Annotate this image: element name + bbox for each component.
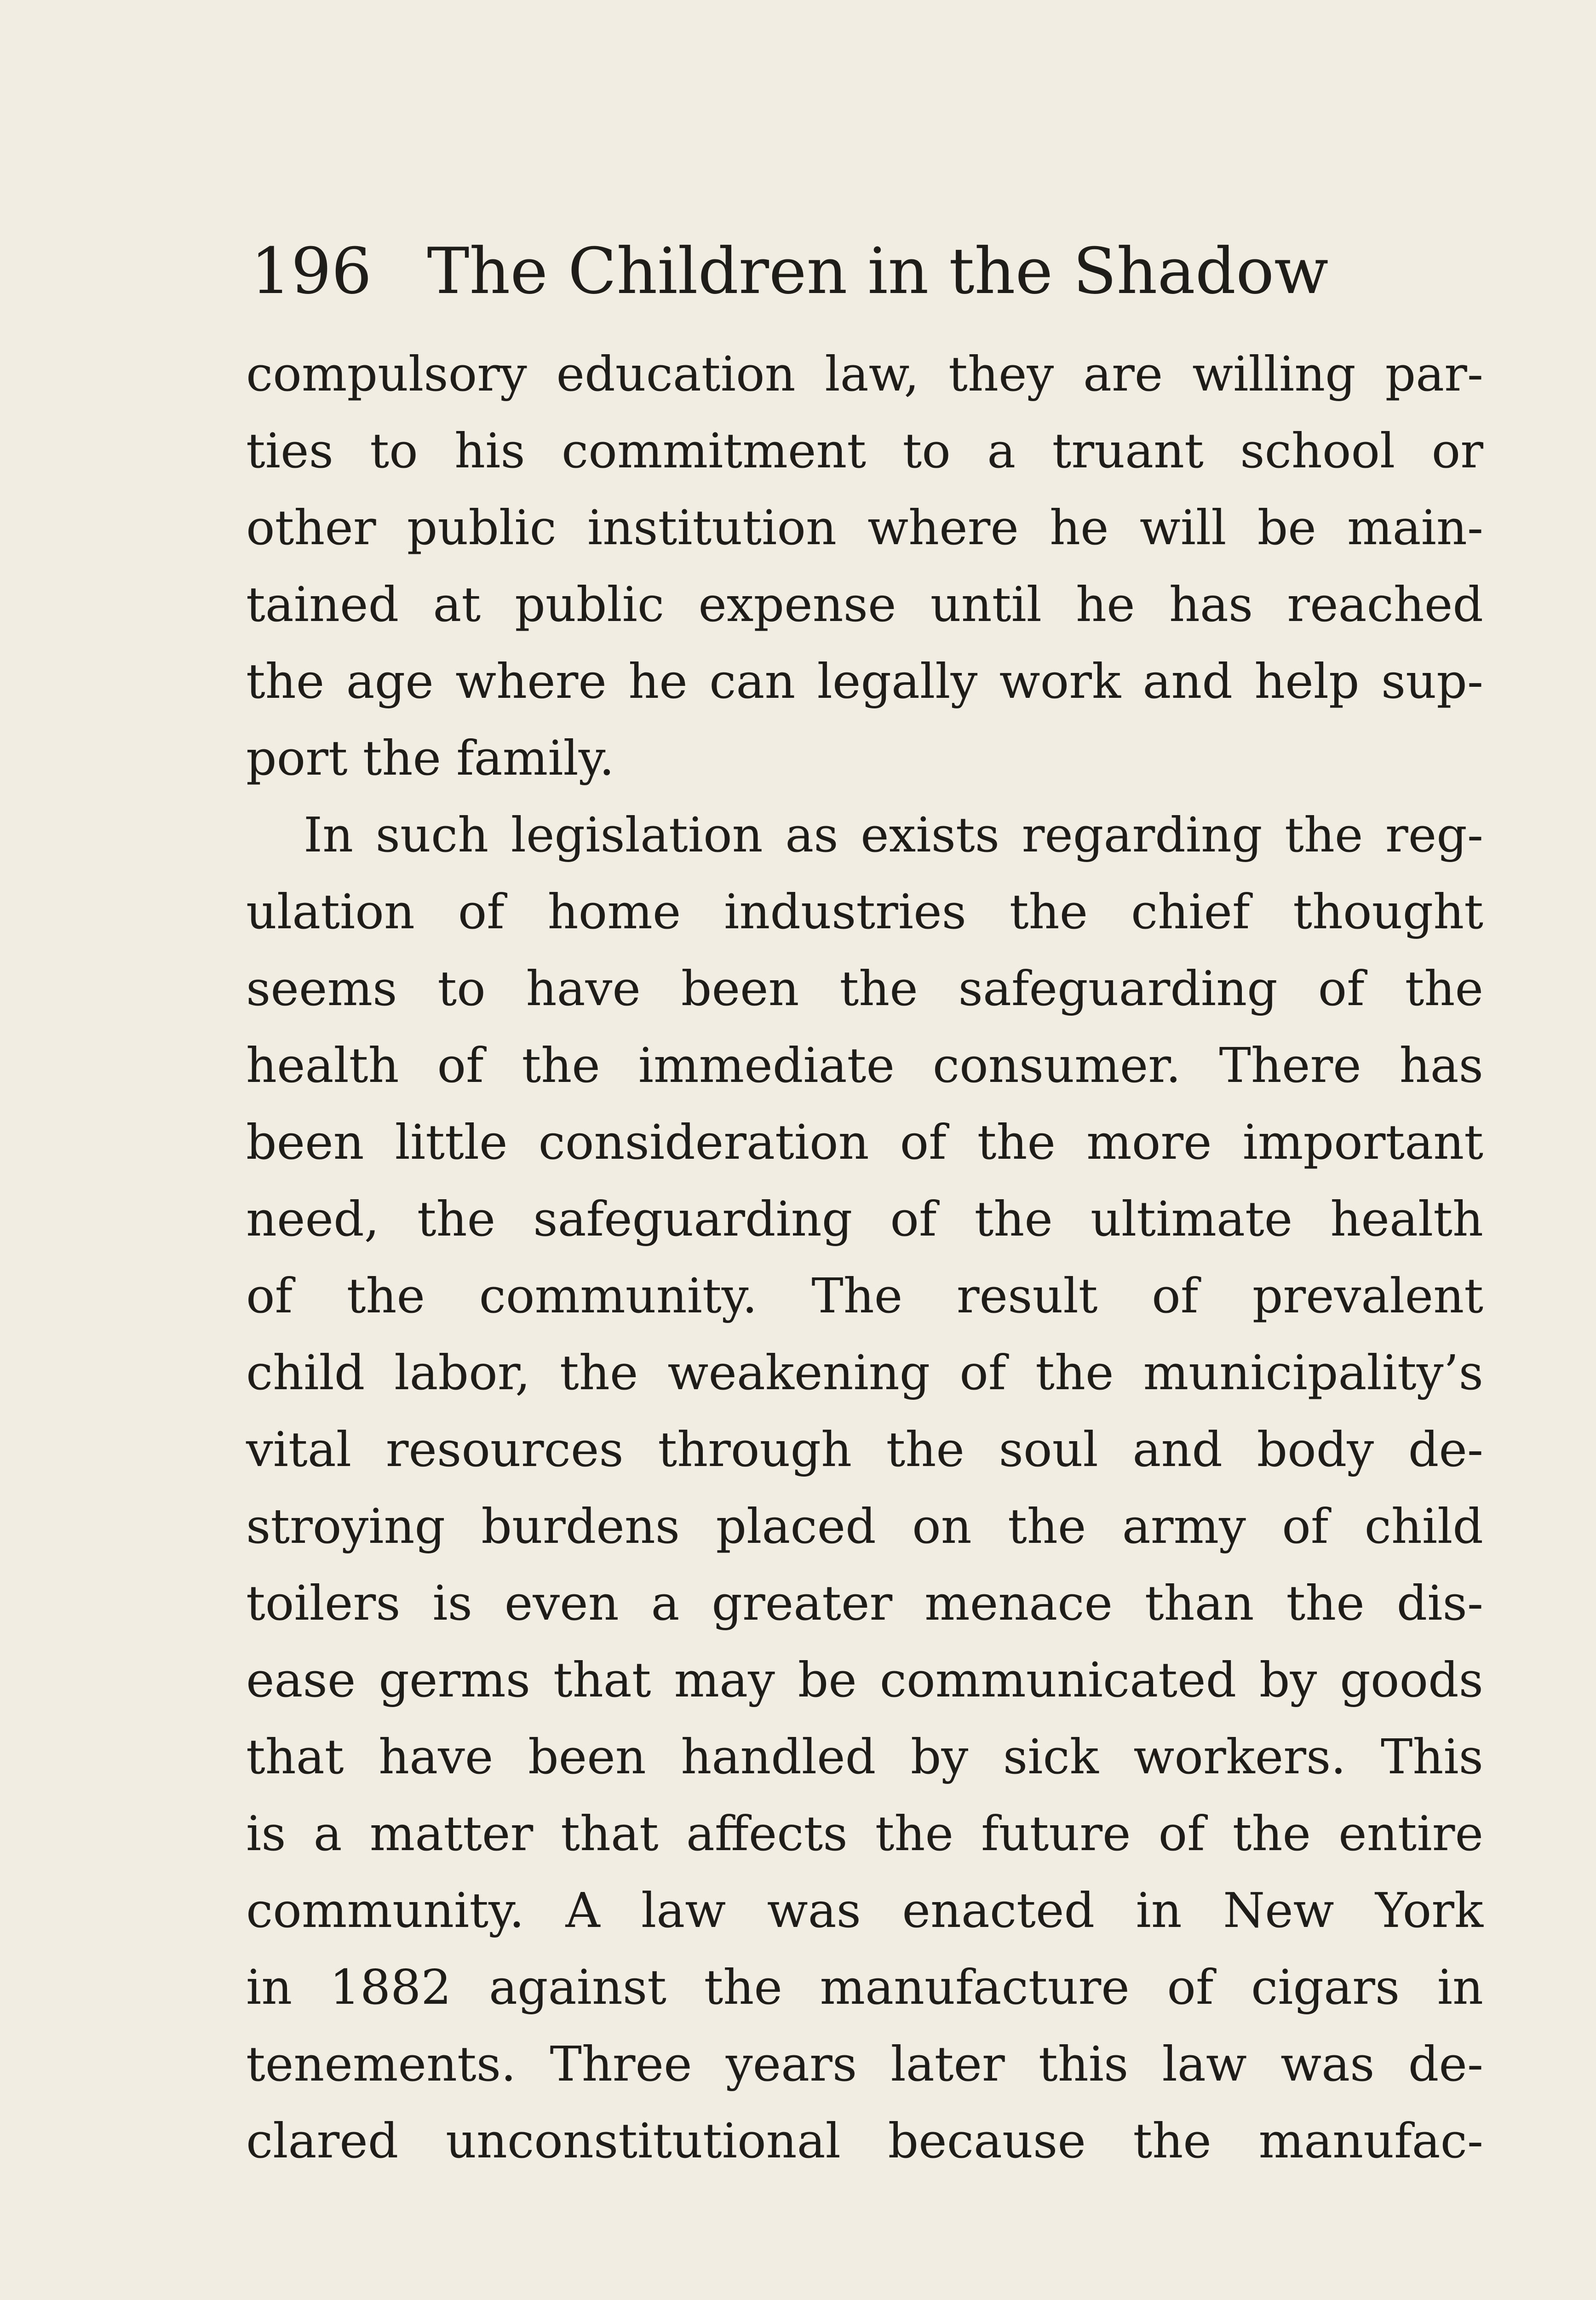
text-line: clared unconstitutional because the manufac-: [246, 2113, 1483, 2169]
text-line: tenements. Three years later this law was de-: [246, 2036, 1483, 2092]
text-line: In such legislation as exists regarding the reg-: [304, 807, 1483, 863]
text-line: been little consideration of the more important: [246, 1114, 1483, 1170]
text-line: that have been handled by sick workers. This: [246, 1729, 1483, 1785]
running-title: The Children in the Shadow: [427, 234, 1329, 308]
text-line: vital resources through the soul and body de-: [246, 1421, 1483, 1478]
text-line: child labor, the weakening of the municipality’s: [246, 1345, 1483, 1401]
text-line: seems to have been the safeguarding of the: [246, 960, 1483, 1017]
body-text: [246, 336, 1483, 2179]
text-line: stroying burdens placed on the army of child: [246, 1498, 1483, 1554]
text-line: other public institution where he will be main-: [246, 500, 1483, 556]
text-line: port the family.: [246, 730, 614, 786]
text-line: compulsory education law, they are willing par-: [246, 346, 1483, 402]
text-line: community. A law was enacted in New York: [246, 1882, 1483, 1938]
text-line: ulation of home industries the chief thought: [246, 884, 1483, 940]
running-head: [251, 225, 1329, 317]
text-line: of the community. The result of prevalent: [246, 1268, 1483, 1324]
text-line: toilers is even a greater menace than the dis-: [246, 1575, 1483, 1631]
text-line: is a matter that affects the future of the entire: [246, 1806, 1483, 1862]
text-line: ties to his commitment to a truant school or: [246, 423, 1483, 479]
page-number: 196: [251, 234, 372, 308]
text-line: in 1882 against the manufacture of cigars in: [246, 1959, 1483, 2015]
text-line: need, the safeguarding of the ultimate health: [246, 1191, 1483, 1247]
text-line: ease germs that may be communicated by goods: [246, 1652, 1483, 1708]
text-line: health of the immediate consumer. There has: [246, 1037, 1483, 1093]
text-line: tained at public expense until he has reached: [246, 576, 1483, 632]
text-line: the age where he can legally work and help sup-: [246, 653, 1483, 709]
